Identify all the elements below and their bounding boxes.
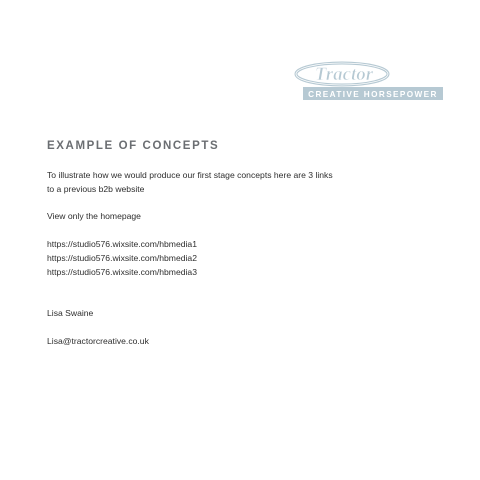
concept-link-1[interactable]: https://studio576.wixsite.com/hbmedia1 — [47, 239, 197, 249]
tractor-logo-mark — [294, 56, 444, 104]
intro-line-1: To illustrate how we would produce our first stage concepts here are 3 links — [47, 170, 333, 180]
links-list — [47, 237, 197, 279]
homepage-note: View only the homepage — [47, 211, 141, 221]
concept-link-2[interactable]: https://studio576.wixsite.com/hbmedia2 — [47, 253, 197, 263]
intro-line-2: to a previous b2b website — [47, 184, 145, 194]
contact-email[interactable]: Lisa@tractorcreative.co.uk — [47, 336, 149, 346]
tractor-logo — [294, 56, 444, 104]
intro-paragraph — [47, 168, 333, 196]
contact-name: Lisa Swaine — [47, 308, 94, 318]
page-title: EXAMPLE OF CONCEPTS — [47, 140, 220, 152]
concept-link-3[interactable]: https://studio576.wixsite.com/hbmedia3 — [47, 267, 197, 277]
svg-text:Tractor: Tractor — [314, 64, 374, 85]
svg-text:CREATIVE HORSEPOWER: CREATIVE HORSEPOWER — [308, 90, 438, 99]
